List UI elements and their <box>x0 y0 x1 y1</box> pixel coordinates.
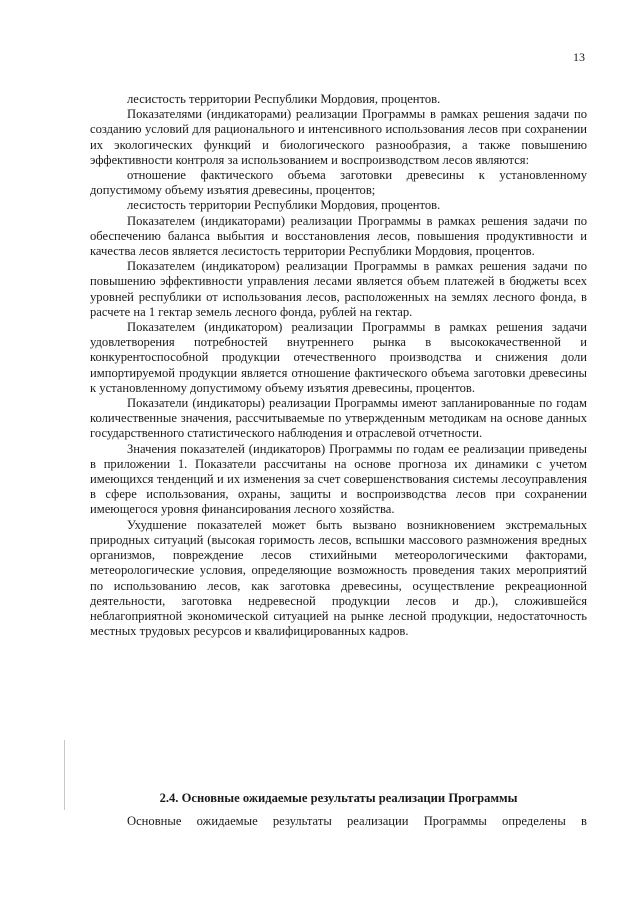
paragraph: отношение фактического объема заготовки древесины к установленному допустимому объему изъятия древесины, процентов; <box>90 168 587 198</box>
paragraph: лесистость территории Республики Мордовия, процентов. <box>127 198 441 213</box>
paragraph: Основные ожидаемые результаты реализации Программы определены в <box>127 814 587 828</box>
paragraph: лесистость территории Республики Мордовия, процентов. <box>127 92 441 106</box>
paragraph: Показателем (индикатором) реализации Программы в рамках решения задачи удовлетворения потребностей внутреннего рынка в высококачественной и конкурентоспособной продукции отечественного производства и снижения доли импортируемой продукции является отношение фактического объема заготовки древесины к установленному допустимому объему изъятия древесины, процентов. <box>90 320 587 395</box>
paragraph: Показателем (индикаторами) реализации Программы в рамках решения задачи по обеспечению баланса выбытия и восстановления лесов, повышения продуктивности и качества лесов является лесистость территории Республики Мордовия, процентов. <box>90 213 587 259</box>
document-body <box>90 92 587 639</box>
scan-margin-mark <box>64 740 65 810</box>
page-number: 13 <box>573 50 585 64</box>
paragraph: Значения показателей (индикаторов) Программы по годам ее реализации приведены в приложении 1. Показатели рассчитаны на основе прогноза их динамики с учетом имеющихся тенденций и их изменения за счет совершенствования системы лесоуправления в сфере использования, охраны, защиты и воспроизводства лесов при сохранении имеющегося уровня финансирования лесного хозяйства. <box>90 441 587 517</box>
section-heading: 2.4. Основные ожидаемые результаты реализации Программы <box>159 791 518 805</box>
paragraph: Показателями (индикаторами) реализации Программы в рамках решения задачи по созданию условий для рационального и интенсивного использования лесов при сохранении их экологических функций и биологического разнообразия, а также повышению эффективности контроля за использованием и воспроизводством лесов являются: <box>90 107 587 167</box>
paragraph: Показателем (индикатором) реализации Программы в рамках решения задачи по повышению эффективности управления лесами является объем платежей в бюджеты всех уровней республики от использования лесов, расположенных на землях лесного фонда, в расчете на 1 гектар земель лесного фонда, рублей на гектар. <box>90 259 587 319</box>
paragraph: Показатели (индикаторы) реализации Программы имеют запланированные по годам количественные значения, рассчитываемые по утвержденным методикам на основе данных государственного статистического наблюдения и отраслевой отчетности. <box>90 396 587 441</box>
paragraph: Ухудшение показателей может быть вызвано возникновением экстремальных природных ситуаций (высокая горимость лесов, вспышки массового размножения вредных организмов, повреждение лесов стихийными метеорологическими факторами, метеорологические условия, определяющие возможность проведения таких мероприятий по использованию лесов, как заготовка древесины, осуществление рекреационной деятельности, заготовка недревесной продукции лесов и др.), сложившейся неблагоприятной экономической ситуацией на рынке лесной продукции, недостаточность местных трудовых ресурсов и квалифицированных кадров. <box>90 517 587 639</box>
